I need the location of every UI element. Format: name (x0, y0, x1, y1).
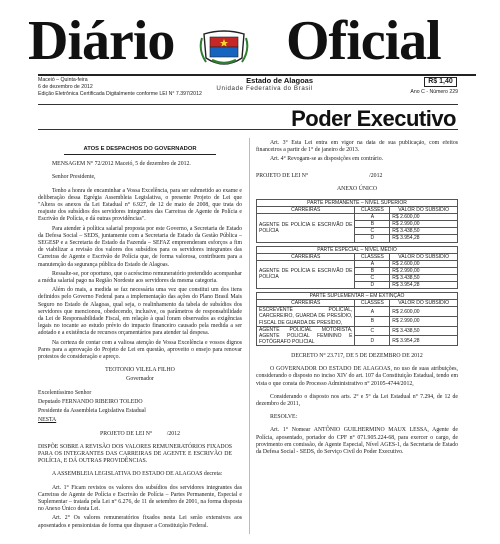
salary-table-permanente (256, 199, 458, 243)
salary-cell: R$ 2.990,00 (390, 267, 458, 274)
edition-meta (38, 77, 202, 97)
article-2: Art. 2° Os valores remuneratórios fixados nesta Lei serão extensivos aos aposentados e pensionistas de forma que dispuser a Constituição Federal. (38, 515, 242, 529)
class-cell: A (355, 307, 390, 317)
article-4: Art. 4° Revogam-se as disposições em contrário. (270, 156, 384, 163)
message-paragraph: Para atender à política salarial proposta por este Governo, a Secretaria de Estado da Defesa Social – SEDS, juntamente com a Secretaria de Estado da Gestão Pública – SEGESP e a Secretaria de Estado da Fazenda – SEFAZ empreenderam esforços a fim de viabilizar a revisão dos valores dos subsídios para os servidores integrantes das Carreiras de Agente e Escrivão de Polícia que, de forma valorosa, contribuem para a manutenção da segurança pública do Estado de Alagoas. (38, 225, 242, 268)
salary-table-especial (256, 246, 458, 290)
class-cell: C (355, 228, 390, 235)
salary-cell: R$ 3.438,50 (390, 326, 458, 336)
salary-table-suplementar (256, 292, 458, 346)
city-day: Maceió – Quinta-feira (38, 77, 88, 83)
class-cell: C (355, 274, 390, 281)
column-header: CARREIRAS (257, 253, 355, 260)
message-paragraph: Além do mais, a medida se faz necessária uma vez que constitui um dos itens definidos pelo Governo Federal para a implementação das ações do Plano Brasil Mais Seguro no Estado de Alagoas, qual seja, o realinhamento da tabela de subsídios dos servidores que mencionou, obedecendo, inclusive, os parâmetros de responsabilidade da Lei de Responsabilidade Fiscal, em relação à qual foram observados as exigências legais no tocante ao estudo prévio do impacto financeiro causado pela medida a ser adotado e a existência de recursos orçamentários para atender tal despesa. (38, 287, 242, 337)
masthead (0, 0, 500, 100)
signer-name: TEOTONIO VILELA FILHO (105, 367, 175, 374)
salary-cell: R$ 3.954,28 (390, 282, 458, 289)
career-cell: AGENTE DE POLÍCIA E ESCRIVÃO DE POLÍCIA (257, 214, 355, 242)
addressee-line: Presidente da Assembleia Legislativa Estadual (38, 408, 146, 415)
table-title: PARTE ESPECIAL – NÍVEL MÉDIO (257, 246, 458, 253)
salary-cell: R$ 3.438,50 (390, 274, 458, 281)
class-cell: B (355, 316, 390, 326)
column-header: CLASSES (355, 207, 390, 214)
column-header: CARREIRAS (257, 207, 355, 214)
message-paragraph: Na certeza de contar com a valiosa atenção de Vossa Excelência e vossos dignos Pares para a aprovação do Projeto de Lei em questão, aproveito o ensejo para renovar protestos de consideração e apreço. (38, 339, 242, 361)
salary-cell: R$ 3.954,28 (390, 336, 458, 346)
issue-number: Ano C - Número 229 (410, 89, 458, 95)
salary-cell: R$ 2.600,00 (390, 307, 458, 317)
column-header: VALOR DO SUBSÍDIO (390, 207, 458, 214)
price-badge: R$ 1,40 (424, 77, 457, 87)
left-column (38, 140, 242, 540)
addressee-line: Deputado FERNANDO RIBEIRO TOLEDO (38, 398, 143, 405)
career-cell: AGENTE POLICIAL MOTORISTA, AGENTE POLICIAL FEMININO E FOTÓGRAFO POLICIAL (257, 326, 355, 345)
decree-intro: O GOVERNADOR DO ESTADO DE ALAGOAS, no uso de suas atribuições, considerando o disposto no inciso XIV do art. 107 da Constituição Estadual, tendo em vista o que consta do Processo Administrativo n° 20105-4744/2012, (256, 366, 458, 387)
message-ref: MENSAGEM N° 72/2012 Maceió, 5 de dezembro de 2012. (52, 161, 191, 168)
bill-ementa: DISPÕE SOBRE A REVISÃO DOS VALORES REMUNERATÓRIOS FIXADOS PARA OS INTEGRANTES DAS CARREIRAS DE AGENTE E ESCRIVÃO DE POLÍCIA, E DÁ OUTRAS PROVIDÊNCIAS. (38, 443, 232, 465)
column-header: CLASSES (355, 253, 390, 260)
career-cell: ESCREVENTE POLICIAL, CARCEREIRO, GUARDA DE PRESÍDIO, FISCAL DE GUARDA DE PRESÍDIO, (257, 307, 355, 326)
class-cell: D (355, 336, 390, 346)
class-cell: B (355, 267, 390, 274)
section-title: Poder Executivo (291, 106, 456, 131)
class-cell: C (355, 326, 390, 336)
class-cell: D (355, 282, 390, 289)
bill-reference: PROJETO DE LEI N° /2012 (256, 172, 383, 179)
column-divider (249, 138, 250, 534)
atos-header: ATOS E DESPACHOS DO GOVERNADOR (64, 146, 216, 155)
signer-role: Governador (126, 376, 154, 383)
state-coat-of-arms-icon (198, 28, 250, 72)
table-title: PARTE PERMANENTE – NÍVEL SUPERIOR (257, 200, 458, 207)
article-1: Art. 1° Ficam revistos os valores dos subsídios dos servidores integrantes das Carreiras de Agente de Polícia e Escrivão de Polícia – Partes Permanente, Especial e Suplementar – tratada pela Lei n° 6.276, de 11 de setembro de 2001, na forma disposta no Anexo Único desta Lei. (38, 484, 242, 513)
table-title: PARTE SUPLEMENTAR – EM EXTINÇÃO (257, 293, 458, 300)
edition-date: 6 de dezembro de 2012 (38, 83, 93, 90)
salary-cell: R$ 3.954,28 (390, 235, 458, 242)
section-bar (38, 104, 458, 130)
right-column (256, 140, 458, 540)
salary-cell: R$ 2.600,00 (390, 214, 458, 221)
salary-cell: R$ 2.600,00 (390, 260, 458, 267)
title-word-oficial: Oficial (286, 10, 441, 72)
decree-article-1: Art. 1° Nomear ANTÔNIO GUILHERMINO MAUX LESSA, Agente de Polícia, aposentado, portador do CPF n° 071.905.224-68, para exercer o cargo, de provimento em comissão, de Agente Especial, Nível AGES-1, da Secretaria de Estado da Defesa Social - SEDS, do Serviço Civil do Poder Executivo. (256, 427, 458, 455)
class-cell: D (355, 235, 390, 242)
message-paragraph: Tenho a honra de encaminhar a Vossa Excelência, para ser submetido ao exame e deliberação dessa Egrégia Assembleia Legislativa, o presente Projeto de Lei que "Altera os anexos da Lei Estadual n° 6.927, de 12 de maio de 2008, que trata do reajuste dos subsídios dos servidores integrantes das Carreiras de Agente de Polícia e Escrivão de Polícia, e dá outras providências". (38, 187, 242, 223)
column-header: VALOR DO SUBSÍDIO (390, 253, 458, 260)
salutation: Senhor Presidente, (52, 174, 96, 181)
edition-note: Edição Eletrônica Certificada Digitalmente conforme LEI N° 7.397/2012 (38, 90, 202, 97)
salary-cell: R$ 3.438,50 (390, 228, 458, 235)
state-name: Estado de Alagoas (246, 76, 313, 85)
bill-reference: PROJETO DE LEI N° /2012 (100, 430, 180, 437)
addressee-line: NESTA (38, 417, 57, 424)
column-header: VALOR DO SUBSÍDIO (390, 300, 458, 307)
class-cell: A (355, 260, 390, 267)
column-header: CLASSES (355, 300, 390, 307)
federative-unit: Unidade Federativa do Brasil (216, 85, 313, 92)
salary-cell: R$ 2.990,00 (390, 316, 458, 326)
decree-title: DECRETO N° 23.717, DE 5 DE DEZEMBRO DE 2012 (291, 352, 423, 359)
title-word-diario: Diário (28, 10, 175, 72)
career-cell: AGENTE DE POLÍCIA E ESCRIVÃO DE POLÍCIA (257, 260, 355, 288)
decree-intro: A ASSEMBLEIA LEGISLATIVA DO ESTADO DE ALAGOAS decreta: (52, 471, 223, 478)
newspaper-title (28, 10, 441, 72)
class-cell: A (355, 214, 390, 221)
annex-title: ANEXO ÚNICO (336, 185, 378, 192)
addressee-line: Excelentíssimo Senhor (38, 389, 92, 396)
column-header: CARREIRAS (257, 300, 355, 307)
salary-cell: R$ 2.990,00 (390, 221, 458, 228)
article-3: Art. 3° Esta Lei entra em vigor na data de sua publicação, com efeitos financeiros a partir de 1° de janeiro de 2013. (256, 140, 458, 154)
decree-resolve: RESOLVE: (270, 414, 298, 421)
class-cell: B (355, 221, 390, 228)
decree-consider: Considerando o disposto nos arts. 2° e 5° da Lei Estadual n° 7.294, de 12 de dezembro de 2011, (256, 393, 458, 407)
message-paragraph: Ressalte-se, por oportuno, que o acréscimo remuneratório pretendido acompanhar a média salarial pago na Região Nordeste aos servidores da mesma categoria. (38, 270, 242, 285)
